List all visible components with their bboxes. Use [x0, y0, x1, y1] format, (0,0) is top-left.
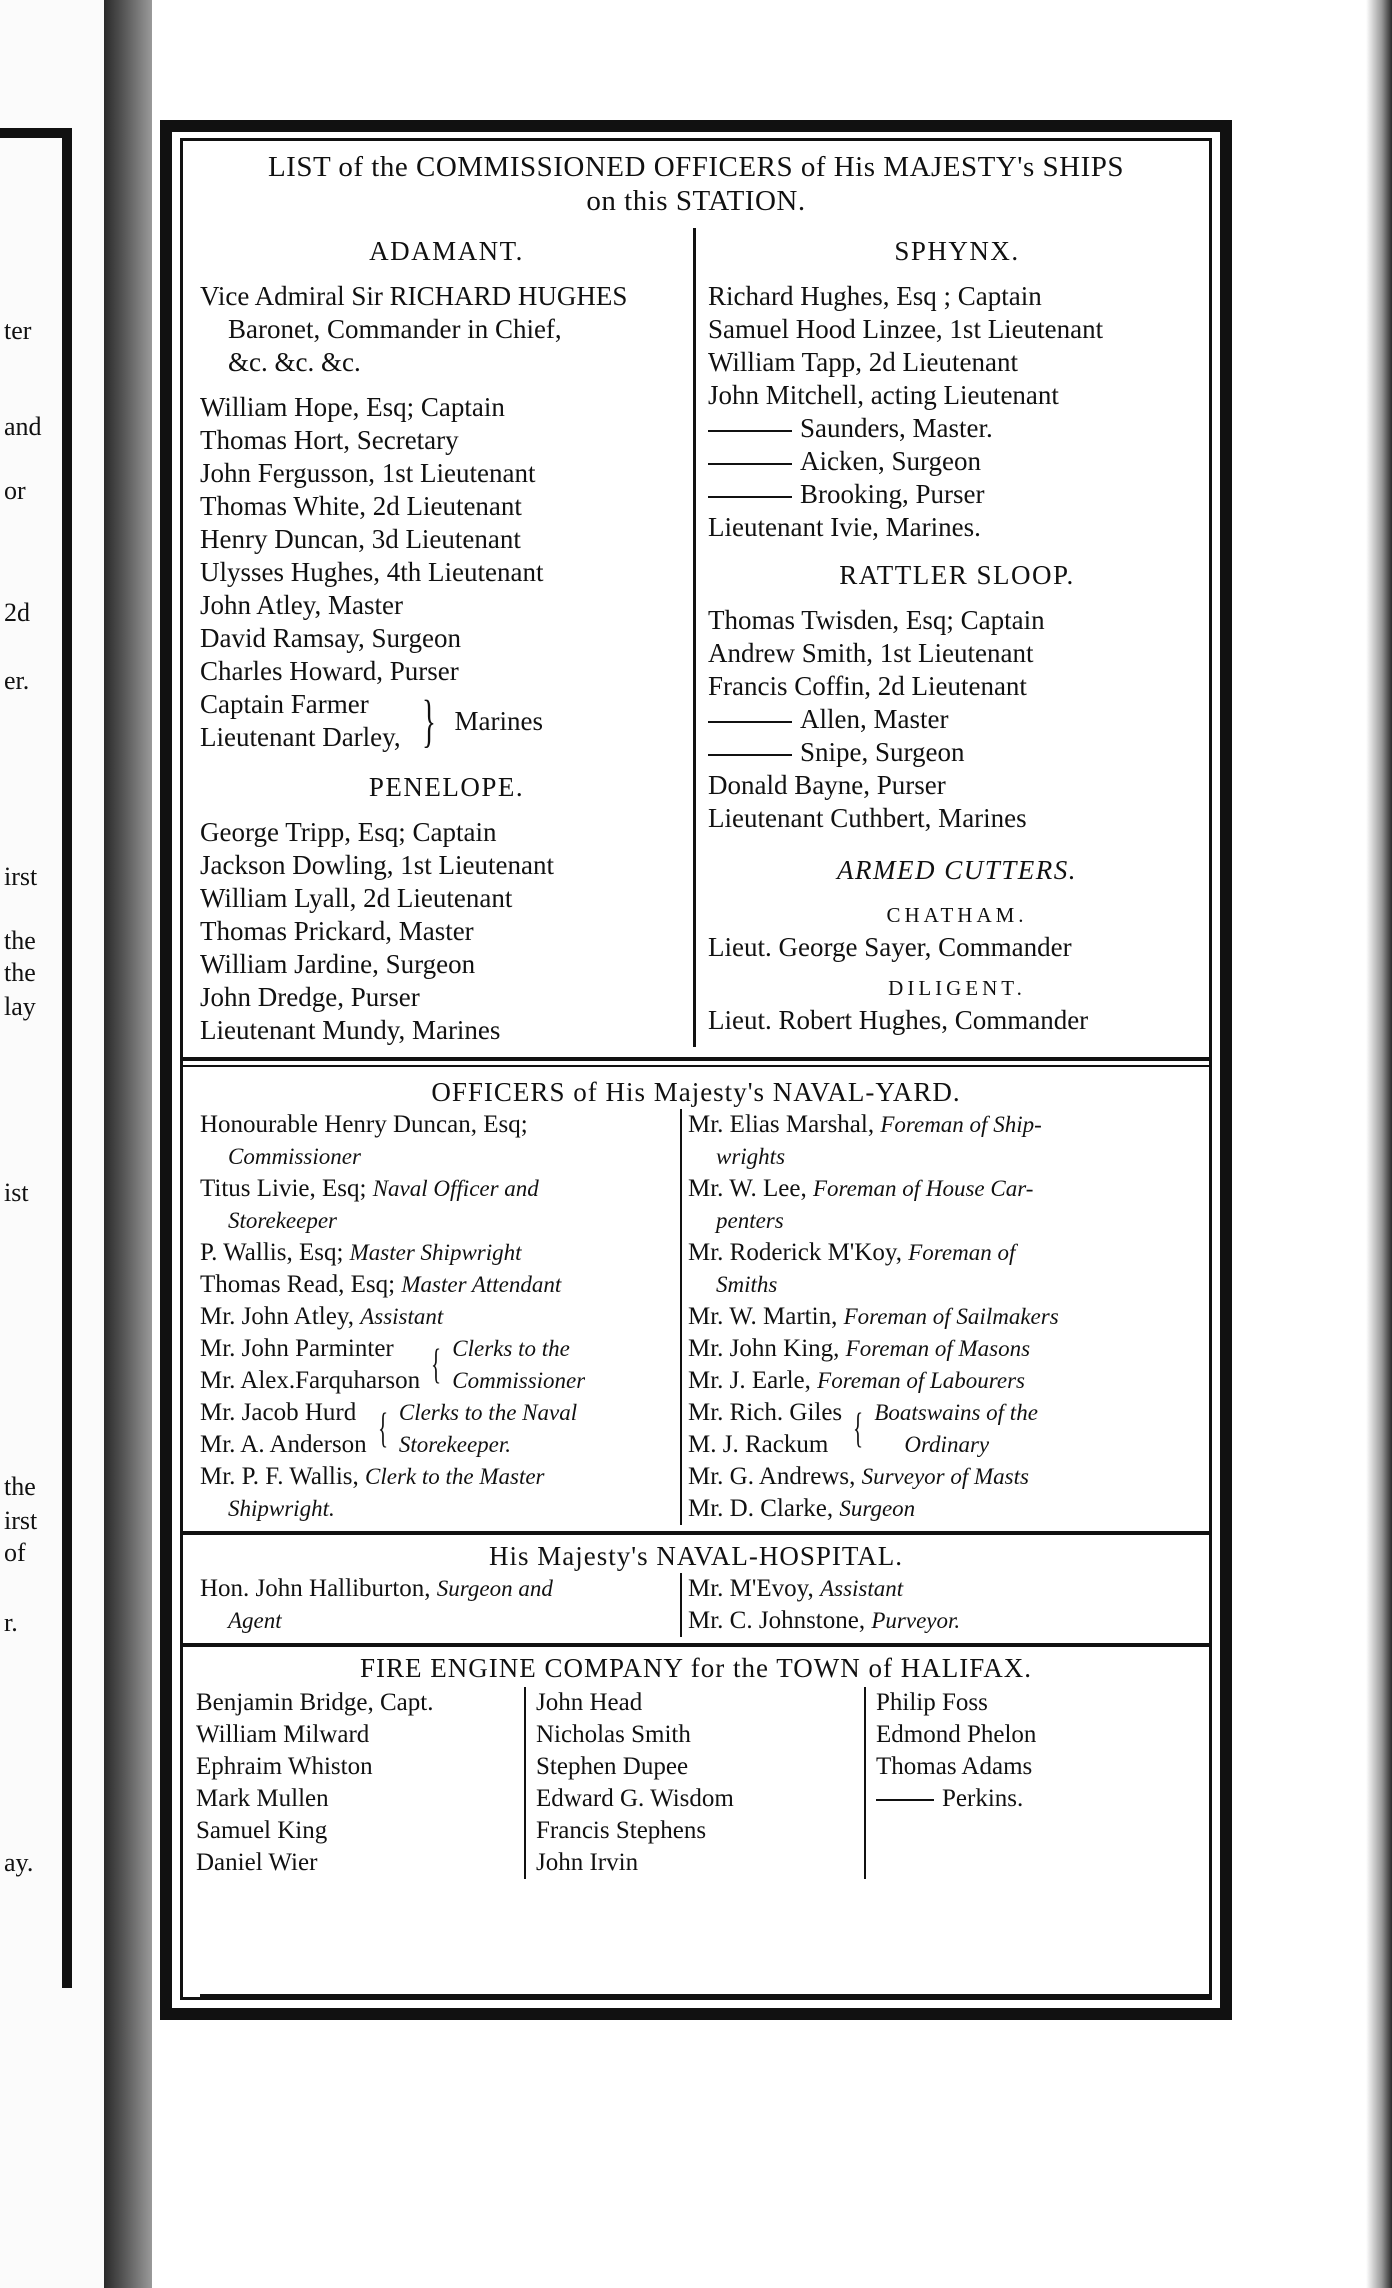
fire-member: Edmond Phelon [876, 1721, 1037, 1748]
previous-page-fragment: and [4, 412, 42, 441]
yard-row: Mr. D. Clarke, Surgeon [688, 1495, 916, 1522]
fire-member: Mark Mullen [196, 1785, 329, 1812]
ships-columns [186, 228, 1206, 1047]
book-gutter [104, 0, 152, 2288]
naval-hospital-left [186, 1573, 682, 1637]
ship-name-sphynx: SPHYNX. [894, 236, 1020, 266]
naval-hospital-table [186, 1573, 1206, 1637]
dash-rule [708, 496, 792, 498]
yard-row: M. J. Rackum [688, 1431, 829, 1458]
clerks-naval-group: Mr. Jacob Hurd Mr. A. Anderson { Clerks to the Naval Storekeeper. [200, 1397, 680, 1461]
fire-member: Daniel Wier [196, 1849, 318, 1876]
previous-page-fragment: the [4, 926, 36, 955]
officer-line: Francis Coffin, 2d Lieutenant [708, 671, 1027, 701]
brace-glyph: { [377, 1406, 388, 1452]
ship-name-rattler: RATTLER SLOOP. [839, 560, 1075, 590]
previous-page-fragment: or [4, 476, 26, 505]
officer-line: Captain Farmer [200, 689, 369, 719]
yard-row: Mr. John Atley, Assistant [200, 1303, 444, 1330]
yard-row: Shipwright. [228, 1496, 335, 1521]
dash-rule [876, 1799, 934, 1801]
officer-line: Richard Hughes, Esq ; Captain [708, 281, 1042, 311]
naval-yard-heading: OFFICERS of His Majesty's NAVAL-YARD. [431, 1077, 961, 1107]
officer-line: John Mitchell, acting Lieutenant [708, 380, 1059, 410]
previous-page-fragment: of [4, 1538, 26, 1567]
officer-line: Aicken, Surgeon [708, 445, 1206, 478]
officer-line: Brooking, Purser [708, 478, 1206, 511]
officer-line: Thomas Hort, Secretary [200, 425, 459, 455]
previous-page-fragment: the [4, 958, 36, 987]
yard-row: Mr. Jacob Hurd [200, 1399, 357, 1426]
section-divider [180, 1643, 1212, 1647]
officer-line: Lieutenant Ivie, Marines. [708, 512, 981, 542]
naval-yard-table [186, 1109, 1206, 1525]
brace-glyph: { [431, 1342, 442, 1388]
fire-member: Stephen Dupee [536, 1753, 689, 1780]
officer-line: Charles Howard, Purser [200, 656, 459, 686]
bottom-rule [200, 1994, 1212, 2000]
officer-line: Lieutenant Cuthbert, Marines [708, 803, 1027, 833]
officer-line: Thomas Prickard, Master [200, 916, 474, 946]
admiral-line: &c. &c. &c. [228, 347, 361, 377]
fire-member: John Head [536, 1689, 643, 1716]
officer-line: Saunders, Master. [708, 412, 1206, 445]
fire-column-3 [866, 1687, 1206, 1879]
officer-line: John Atley, Master [200, 590, 403, 620]
marines-group [200, 688, 693, 754]
fire-engine-table [186, 1687, 1206, 1879]
brace-glyph: { [853, 1406, 864, 1452]
officer-line: Ulysses Hughes, 4th Lieutenant [200, 557, 544, 587]
yard-row: Mr. W. Lee, Foreman of House Car- [688, 1175, 1034, 1202]
admiral-line: Baronet, Commander in Chief, [228, 314, 562, 344]
yard-row: Mr. John King, Foreman of Masons [688, 1335, 1031, 1362]
title-line-2: on this STATION. [586, 185, 806, 217]
yard-row: Mr. W. Martin, Foreman of Sailmakers [688, 1303, 1059, 1330]
officer-line: John Fergusson, 1st Lieutenant [200, 458, 536, 488]
fire-member: Samuel King [196, 1817, 328, 1844]
previous-page-fragment: 2d [4, 598, 30, 627]
ship-name-chatham: CHATHAM. [886, 903, 1028, 927]
officer-line: Lieutenant Mundy, Marines [200, 1015, 501, 1045]
clerks-commissioner-group: Mr. John Parminter Mr. Alex.Farquharson { Clerks to the Commissioner [200, 1333, 680, 1397]
yard-row: Storekeeper [228, 1208, 337, 1233]
officer-line: Snipe, Surgeon [708, 736, 1206, 769]
yard-row: Smiths [716, 1272, 778, 1297]
yard-row: Titus Livie, Esq; Naval Officer and [200, 1175, 539, 1202]
fire-member: Ephraim Whiston [196, 1753, 373, 1780]
previous-page-rule [62, 128, 72, 1988]
fire-member: Thomas Adams [876, 1753, 1033, 1780]
page-edge-shadow [1366, 0, 1392, 2288]
officer-line: William Hope, Esq; Captain [200, 392, 505, 422]
officer-line: Jackson Dowling, 1st Lieutenant [200, 850, 554, 880]
hospital-row: Mr. M'Evoy, Assistant [688, 1575, 904, 1602]
fire-member: Benjamin Bridge, Capt. [196, 1689, 434, 1716]
previous-page-fragment: ay. [4, 1848, 34, 1877]
brace-glyph: } [421, 688, 436, 753]
hospital-row: Mr. C. Johnstone, Purveyor. [688, 1607, 961, 1634]
officer-line: Lieut. George Sayer, Commander [708, 932, 1072, 962]
yard-row: penters [716, 1208, 784, 1233]
yard-row: P. Wallis, Esq; Master Shipwright [200, 1239, 522, 1266]
yard-row: Mr. J. Earle, Foreman of Labourers [688, 1367, 1025, 1394]
officer-line: Thomas White, 2d Lieutenant [200, 491, 522, 521]
fire-column-1 [186, 1687, 526, 1879]
left-column [186, 228, 696, 1047]
officer-line: David Ramsay, Surgeon [200, 623, 461, 653]
yard-row: Mr. A. Anderson [200, 1431, 367, 1458]
fire-member: John Irvin [536, 1849, 639, 1876]
fire-engine-heading: FIRE ENGINE COMPANY for the TOWN of HALIFAX. [360, 1653, 1032, 1683]
naval-yard-left [186, 1109, 682, 1525]
yard-row: Mr. Roderick M'Koy, Foreman of [688, 1239, 1016, 1266]
yard-row: Commissioner [228, 1144, 361, 1169]
officer-line: Donald Bayne, Purser [708, 770, 946, 800]
officer-line: Henry Duncan, 3d Lieutenant [200, 524, 521, 554]
officer-line: Samuel Hood Linzee, 1st Lieutenant [708, 314, 1104, 344]
yard-row: wrights [716, 1144, 786, 1169]
dash-rule [708, 463, 792, 465]
yard-row: Mr. G. Andrews, Surveyor of Masts [688, 1463, 1029, 1490]
section-divider [180, 1065, 1212, 1067]
previous-page-fragment: irst [4, 862, 38, 891]
yard-row: Mr. Elias Marshal, Foreman of Ship- [688, 1111, 1042, 1138]
title-line-1: LIST of the COMMISSIONED OFFICERS of His MAJESTY's SHIPS [267, 151, 1125, 183]
officer-line: Lieutenant Darley, [200, 722, 401, 752]
hospital-row: Agent [228, 1608, 282, 1633]
officers-list [186, 144, 1206, 1879]
fire-member: William Milward [196, 1721, 370, 1748]
previous-page-fragment: the [4, 1472, 36, 1501]
officer-line: George Tripp, Esq; Captain [200, 817, 497, 847]
naval-hospital-heading: His Majesty's NAVAL-HOSPITAL. [489, 1541, 903, 1571]
fire-member: Perkins. [876, 1783, 1206, 1815]
section-divider [180, 1057, 1212, 1061]
dash-rule [708, 754, 792, 756]
ship-name-penelope: PENELOPE. [368, 772, 525, 802]
boatswains-group: Mr. Rich. Giles M. J. Rackum { Boatswains of the Ordinary [688, 1397, 1206, 1461]
officer-line: Thomas Twisden, Esq; Captain [708, 605, 1045, 635]
yard-row: Mr. P. F. Wallis, Clerk to the Master [200, 1463, 545, 1490]
dash-rule [708, 721, 792, 723]
officer-line: William Tapp, 2d Lieutenant [708, 347, 1018, 377]
previous-page-fragment: irst [4, 1506, 38, 1535]
ship-name-diligent: DILIGENT. [888, 976, 1026, 1000]
officer-line: Lieut. Robert Hughes, Commander [708, 1005, 1089, 1035]
officer-line: Andrew Smith, 1st Lieutenant [708, 638, 1034, 668]
previous-page-fragment: lay [4, 992, 36, 1021]
ship-name-adamant: ADAMANT. [369, 236, 524, 266]
officer-line: Allen, Master [708, 703, 1206, 736]
yard-row: Honourable Henry Duncan, Esq; [200, 1111, 528, 1138]
officer-line: John Dredge, Purser [200, 982, 420, 1012]
yard-row: Mr. Alex.Farquharson [200, 1367, 421, 1394]
dash-rule [708, 430, 792, 432]
naval-hospital-right [682, 1573, 1206, 1637]
previous-page-fragment: ter [4, 316, 32, 345]
yard-row: Mr. John Parminter [200, 1335, 394, 1362]
previous-page-fragment: ist [4, 1178, 29, 1207]
officer-line: William Jardine, Surgeon [200, 949, 476, 979]
officer-line: William Lyall, 2d Lieutenant [200, 883, 513, 913]
previous-page-edge [0, 0, 118, 2288]
fire-member: Philip Foss [876, 1689, 988, 1716]
armed-cutters-heading: ARMED CUTTERS. [837, 855, 1077, 885]
yard-row: Thomas Read, Esq; Master Attendant [200, 1271, 562, 1298]
hospital-row: Hon. John Halliburton, Surgeon and [200, 1575, 553, 1602]
previous-page-fragment: r. [4, 1608, 18, 1637]
previous-page-top-rule [0, 128, 72, 138]
marines-label: Marines [454, 705, 543, 736]
fire-member: Francis Stephens [536, 1817, 707, 1844]
right-column [696, 228, 1206, 1047]
fire-column-2 [526, 1687, 866, 1879]
previous-page-fragment: er. [4, 666, 30, 695]
admiral-line: Vice Admiral Sir RICHARD HUGHES [200, 281, 628, 311]
fire-member: Nicholas Smith [536, 1721, 691, 1748]
yard-row: Mr. Rich. Giles [688, 1399, 843, 1426]
fire-member: Edward G. Wisdom [536, 1785, 734, 1812]
section-divider [180, 1531, 1212, 1535]
naval-yard-right [682, 1109, 1206, 1525]
page-title [186, 150, 1206, 218]
